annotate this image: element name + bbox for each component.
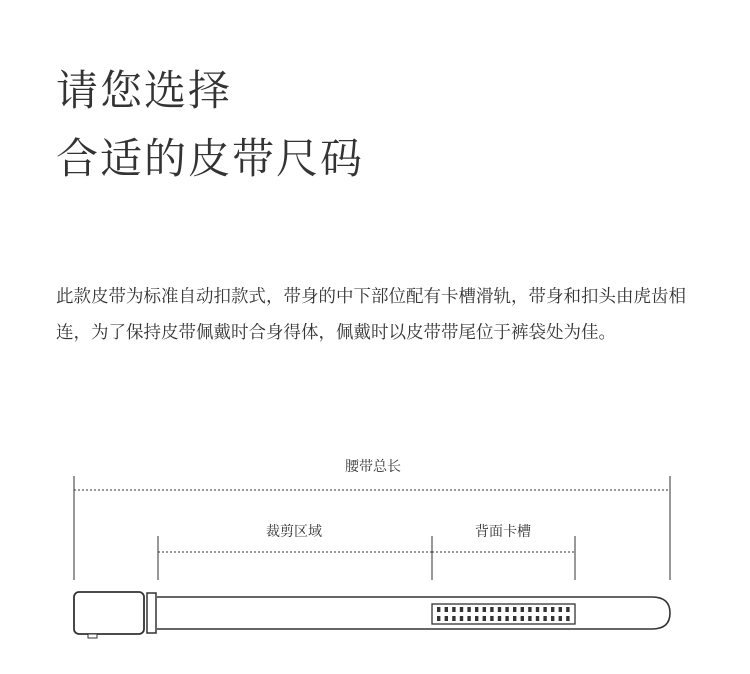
slot-hole	[460, 607, 463, 612]
slot-hole	[490, 607, 493, 612]
belt-buckle	[74, 592, 156, 638]
slot-hole	[559, 607, 562, 612]
slot-hole	[566, 616, 569, 621]
slot-hole	[483, 616, 486, 621]
cut-area-label: 裁剪区域	[266, 524, 322, 540]
belt-strap	[157, 597, 670, 629]
slot-hole	[475, 607, 478, 612]
slot-hole	[513, 616, 516, 621]
slot-hole	[551, 616, 554, 621]
slot-hole	[543, 607, 546, 612]
slot-hole	[521, 616, 524, 621]
cut-area-dimension	[158, 536, 432, 580]
slot-hole	[483, 607, 486, 612]
slot-hole	[445, 616, 448, 621]
back-slot-holes	[432, 604, 575, 624]
description-text: 此款皮带为标准自动扣款式，带身的中下部位配有卡槽滑轨，带身和扣头由虎齿相连，为了保持皮带佩戴时合身得体，佩戴时以皮带带尾位于裤袋处为佳。	[56, 287, 686, 343]
total-length-dimension	[74, 476, 670, 580]
slot-hole	[521, 607, 524, 612]
slot-hole	[513, 607, 516, 612]
slot-hole	[543, 616, 546, 621]
slot-hole	[498, 607, 501, 612]
slot-hole	[536, 607, 539, 612]
slot-hole	[437, 607, 440, 612]
slot-hole	[467, 616, 470, 621]
slot-hole	[505, 616, 508, 621]
slot-hole	[452, 616, 455, 621]
slot-hole	[452, 607, 455, 612]
heading-line-1: 请您选择	[56, 66, 233, 115]
slot-hole	[566, 607, 569, 612]
slot-hole	[445, 607, 448, 612]
slot-hole	[536, 616, 539, 621]
back-slot-label: 背面卡槽	[475, 524, 531, 540]
heading-line-2: 合适的皮带尺码	[56, 134, 365, 183]
slot-hole	[437, 616, 440, 621]
slot-hole	[505, 607, 508, 612]
slot-hole	[528, 607, 531, 612]
total-length-label: 腰带总长	[345, 459, 401, 475]
slot-hole	[498, 616, 501, 621]
slot-hole	[460, 616, 463, 621]
back-slot-dimension	[432, 536, 575, 580]
slot-hole	[551, 607, 554, 612]
slot-hole	[528, 616, 531, 621]
slot-hole	[490, 616, 493, 621]
slot-hole	[475, 616, 478, 621]
slot-hole	[467, 607, 470, 612]
slot-hole	[559, 616, 562, 621]
